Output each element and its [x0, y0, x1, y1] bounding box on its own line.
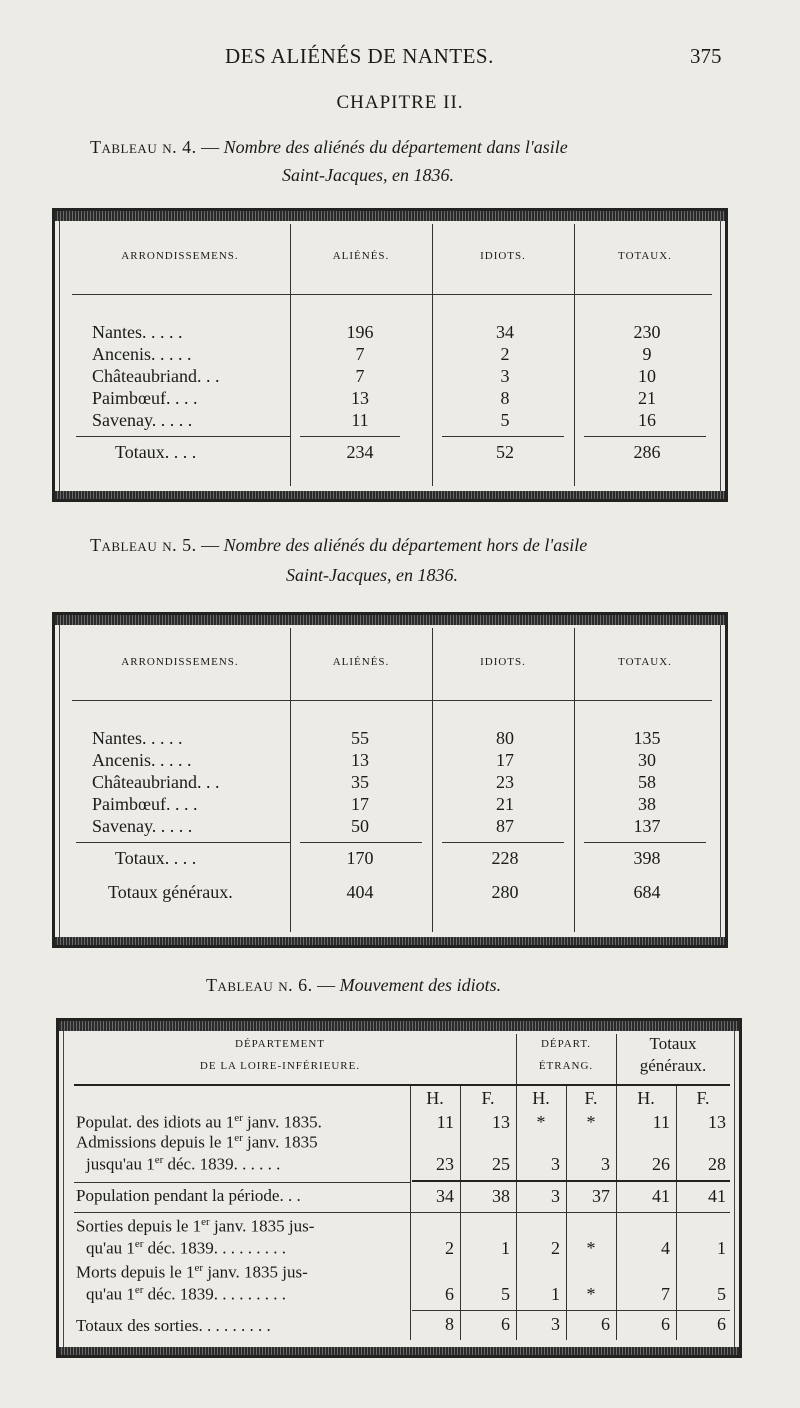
table4-row-name: Nantes. . . . .	[92, 322, 183, 342]
table4-caption-line2: Saint-Jacques, en 1836.	[282, 165, 454, 185]
table6-header-dept-line1: DÉPARTEMENT	[235, 1038, 325, 1050]
table5-grand-total-cell: 404	[346, 882, 374, 902]
table6-cell: 41	[652, 1186, 670, 1206]
table6-subheader: H.	[532, 1088, 550, 1108]
table6-cell: 6	[601, 1314, 610, 1334]
table6-cell: 1	[501, 1238, 510, 1258]
table6-cell: 2	[445, 1238, 454, 1258]
table5-sum-rule	[76, 842, 290, 843]
table5-cell: 13	[351, 750, 369, 770]
table6-header-etrang-line1: DÉPART.	[540, 1038, 592, 1050]
frame-band	[55, 615, 725, 625]
table5-cell: 87	[496, 816, 514, 836]
table6-row-label: qu'au 1er déc. 1839. . . . . . . . .	[86, 1284, 286, 1304]
table5-cell: 55	[351, 728, 369, 748]
table4-cell: 11	[351, 410, 369, 430]
table4-cell: 7	[355, 344, 365, 364]
table6-cell: 7	[661, 1284, 670, 1304]
table5-total-label: Totaux. . . .	[115, 848, 197, 868]
frame-band	[55, 937, 725, 945]
table6-row-rule	[74, 1212, 730, 1213]
table6-subheader: F.	[584, 1088, 598, 1108]
table6-cell: 6	[445, 1284, 454, 1304]
table6-cell: 5	[501, 1284, 510, 1304]
table4-header-alienes: ALIÉNÉS.	[332, 250, 390, 262]
table6-header-rule	[74, 1084, 730, 1086]
table6-row-label: Sorties depuis le 1er janv. 1835 jus-	[76, 1216, 315, 1236]
table4-header-totaux: TOTAUX.	[618, 250, 672, 262]
table5-cell: 135	[633, 728, 661, 748]
table5-cell: 23	[496, 772, 514, 792]
frame-band	[59, 1347, 739, 1355]
table6-dash: —	[317, 975, 336, 995]
table6-cell: 11	[436, 1112, 454, 1132]
table6-cell: 1	[717, 1238, 726, 1258]
page-number: 375	[690, 44, 722, 68]
table4-row-name: Paimbœuf. . . .	[92, 388, 198, 408]
table6-cell: 8	[445, 1314, 454, 1334]
table6-row-label: Population pendant la période. . .	[76, 1186, 301, 1205]
table4-cell: 9	[642, 344, 652, 364]
table4-row-name: Savenay. . . . .	[92, 410, 193, 430]
frame-band	[55, 491, 725, 499]
table4-col-divider	[432, 224, 433, 486]
table6-sum-rule	[412, 1310, 730, 1311]
table4-sum-rule	[76, 436, 290, 437]
table6-row-label: qu'au 1er déc. 1839. . . . . . . . .	[86, 1238, 286, 1258]
table5-header-arrondissemens: ARRONDISSEMENS.	[121, 656, 239, 668]
table6-sum-rule	[412, 1180, 730, 1182]
table5-grand-total-label: Totaux généraux.	[108, 882, 233, 902]
table6-cell: 13	[708, 1112, 726, 1132]
table6-cell: 3	[551, 1186, 560, 1206]
table6-row-label: Populat. des idiots au 1er janv. 1835.	[76, 1112, 322, 1132]
table6-cell: 1	[551, 1284, 560, 1304]
running-head	[0, 44, 800, 74]
table6-cell: *	[536, 1112, 546, 1132]
table4-cell: 8	[500, 388, 510, 408]
table6-cell: 38	[492, 1186, 510, 1206]
table4-cell: 13	[351, 388, 369, 408]
table6-header-totaux-line2: généraux.	[639, 1056, 707, 1075]
table5-cell: 38	[638, 794, 656, 814]
table5-row-name: Châteaubriand. . .	[92, 772, 220, 792]
table5-col-divider	[290, 628, 291, 932]
table5-caption-line1: Nombre des aliénés du département hors de l'asile	[223, 535, 588, 555]
table5-total-cell: 170	[346, 848, 374, 868]
table5-header-totaux: TOTAUX.	[618, 656, 672, 668]
table4-dash: —	[201, 137, 220, 157]
table4-label: Tableau n. 4.	[90, 137, 197, 157]
table4-cell: 34	[496, 322, 514, 342]
table5-cell: 21	[496, 794, 514, 814]
table4-caption-line1: Nombre des aliénés du département dans l'asile	[223, 137, 568, 157]
table6-row-label: Morts depuis le 1er janv. 1835 jus-	[76, 1262, 308, 1282]
table4-col-divider	[290, 224, 291, 486]
table6-cell: *	[586, 1238, 596, 1258]
table6-cell: 3	[551, 1314, 560, 1334]
table5-row-name: Paimbœuf. . . .	[92, 794, 198, 814]
table4-total-cell: 286	[633, 442, 661, 462]
table5-sum-rule	[584, 842, 706, 843]
table5-row-name: Nantes. . . . .	[92, 728, 183, 748]
table6-cell: 5	[717, 1284, 726, 1304]
table5-header-alienes: ALIÉNÉS.	[332, 656, 390, 668]
table5-cell: 58	[638, 772, 656, 792]
table5-grand-total-cell: 280	[491, 882, 519, 902]
table4-cell: 196	[346, 322, 374, 342]
table5-cell: 80	[496, 728, 514, 748]
frame-band	[59, 1021, 739, 1031]
table4-sum-rule	[442, 436, 564, 437]
table6-cell: 2	[551, 1238, 560, 1258]
table6-caption-text: Mouvement des idiots.	[339, 975, 502, 995]
table5-caption-line2: Saint-Jacques, en 1836.	[286, 565, 458, 585]
table6-cell: 34	[436, 1186, 454, 1206]
table4-sum-rule	[584, 436, 706, 437]
table6-row-label: Totaux des sorties. . . . . . . . .	[76, 1316, 271, 1335]
table4-cell: 21	[638, 388, 656, 408]
table5-cell: 35	[351, 772, 369, 792]
table5-header-idiots: IDIOTS.	[480, 656, 526, 668]
table4-row-name: Châteaubriand. . .	[92, 366, 220, 386]
table5-row-name: Savenay. . . . .	[92, 816, 193, 836]
table6-caption	[206, 970, 501, 1000]
table6-cell: *	[586, 1112, 596, 1132]
table4-cell: 230	[633, 322, 661, 342]
table4-col-divider	[574, 224, 575, 486]
table5-caption	[90, 530, 587, 560]
table5-cell: 17	[496, 750, 514, 770]
table5-row-name: Ancenis. . . . .	[92, 750, 192, 770]
table6-subheader: F.	[696, 1088, 710, 1108]
table4-total-label: Totaux. . . .	[115, 442, 197, 462]
table6-cell: 25	[492, 1154, 510, 1174]
table4-header-idiots: IDIOTS.	[480, 250, 526, 262]
table6-subheader: H.	[426, 1088, 444, 1108]
table6-label: Tableau n. 6.	[206, 975, 313, 995]
table4-cell: 16	[638, 410, 656, 430]
table6-cell: *	[586, 1284, 596, 1304]
table6-row-label: jusqu'au 1er déc. 1839. . . . . .	[86, 1154, 281, 1174]
table4-cell: 7	[355, 366, 365, 386]
table4-header-rule	[72, 294, 712, 295]
table4-total-cell: 52	[496, 442, 514, 462]
chapter-heading: CHAPITRE II.	[336, 92, 464, 113]
table4-header-arrondissemens: ARRONDISSEMENS.	[121, 250, 239, 262]
table6-cell: 11	[652, 1112, 670, 1132]
table6-row-label: Admissions depuis le 1er janv. 1835	[76, 1132, 318, 1152]
table6-cell: 28	[708, 1154, 726, 1174]
table5-dash: —	[201, 535, 220, 555]
table6-cell: 6	[717, 1314, 726, 1334]
table6-cell: 26	[652, 1154, 670, 1174]
table4-cell: 10	[638, 366, 656, 386]
table6-row-rule	[74, 1182, 410, 1183]
table6-cell: 23	[436, 1154, 454, 1174]
table6-cell: 3	[601, 1154, 610, 1174]
table5-sum-rule	[442, 842, 564, 843]
table4-caption	[90, 132, 568, 162]
table6-cell: 3	[551, 1154, 560, 1174]
table4-sum-rule	[300, 436, 400, 437]
table4-row-name: Ancenis. . . . .	[92, 344, 192, 364]
table5-total-cell: 398	[633, 848, 661, 868]
table6-header-etrang-line2: ÉTRANG.	[538, 1060, 594, 1072]
table6-cell: 37	[592, 1186, 610, 1206]
table5-label: Tableau n. 5.	[90, 535, 197, 555]
running-head-title: DES ALIÉNÉS DE NANTES.	[225, 44, 494, 68]
table4-total-cell: 234	[346, 442, 374, 462]
table5-cell: 137	[633, 816, 661, 836]
table6-cell: 41	[708, 1186, 726, 1206]
table5-header-rule	[72, 700, 712, 701]
table5-cell: 50	[351, 816, 369, 836]
table6-cell: 6	[501, 1314, 510, 1334]
table5-total-cell: 228	[491, 848, 519, 868]
table6-header-totaux-line1: Totaux	[649, 1034, 697, 1053]
table5-grand-total-cell: 684	[633, 882, 661, 902]
table5-sum-rule	[300, 842, 422, 843]
table4-cell: 3	[500, 366, 510, 386]
table6-header-dept-line2: DE LA LOIRE-INFÉRIEURE.	[199, 1060, 361, 1072]
frame-band	[55, 211, 725, 221]
table5-cell: 17	[351, 794, 369, 814]
table5-cell: 30	[638, 750, 656, 770]
table6-group-divider	[616, 1034, 617, 1084]
table6-subheader: H.	[637, 1088, 655, 1108]
table6-cell: 13	[492, 1112, 510, 1132]
table6-cell: 6	[661, 1314, 670, 1334]
table6-subheader: F.	[481, 1088, 495, 1108]
table6-cell: 4	[661, 1238, 670, 1258]
table5-col-divider	[432, 628, 433, 932]
table5-col-divider	[574, 628, 575, 932]
table4-cell: 2	[500, 344, 510, 364]
table4-cell: 5	[500, 410, 510, 430]
table6-group-divider	[516, 1034, 517, 1084]
